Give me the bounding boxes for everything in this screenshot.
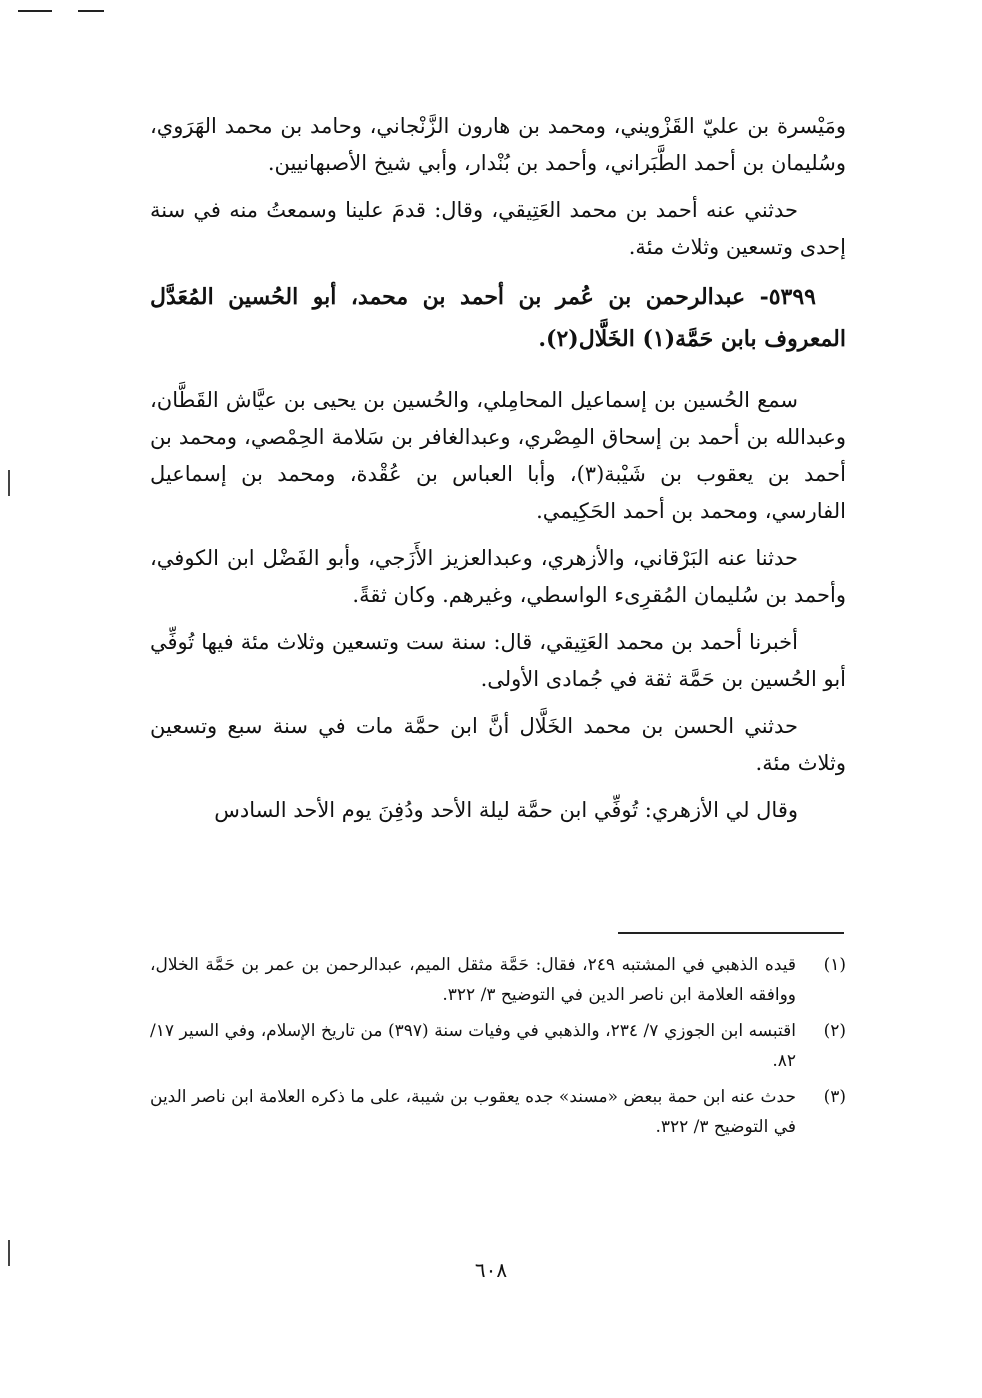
footnote	[150, 950, 846, 1010]
paragraph: وقال لي الأزهري: تُوفِّي ابن حمَّة ليلة الأحد ودُفِنَ يوم الأحد السادس	[214, 798, 798, 822]
footnote	[150, 1016, 846, 1076]
footnote-divider	[618, 932, 844, 934]
footnote	[150, 1082, 846, 1142]
paragraph: ومَيْسرة بن عليّ القَزْويني، ومحمد بن هارون الزَّنْجاني، وحامد بن محمد الهَرَوي، وسُليمان بن أحمد الطَّبَراني، وأحمد بن بُنْدار، وأبي شيخ الأصبهانيين.	[150, 114, 846, 175]
paragraph: حدثني الحسن بن محمد الخَلَّال أنَّ ابن حمَّة مات في سنة سبع وتسعين وثلاث مئة.	[150, 714, 846, 775]
footnote-number: (١)	[823, 955, 846, 975]
paragraph: أخبرنا أحمد بن محمد العَتِيقي، قال: سنة ست وتسعين وثلاث مئة فيها تُوفِّي أبو الحُسين بن حَمَّة ثقة في جُمادى الأولى.	[150, 630, 846, 691]
footnote-text: اقتبسه ابن الجوزي ٧/ ٢٣٤، والذهبي في وفيات سنة (٣٩٧) من تاريخ الإسلام، وفي السير ١٧/ ٨٢.	[150, 1021, 796, 1071]
entry-heading: ٥٣٩٩- عبدالرحمن بن عُمر بن أحمد بن محمد، أبو الحُسين المُعَدَّل المعروف بابن حَمَّة(١) الخَلَّال(٢).	[150, 284, 846, 352]
main-text	[150, 108, 846, 839]
paragraph: حدثنا عنه البَرْقاني، والأزهري، وعبدالعزيز الأَزَجي، وأبو الفَضْل ابن الكوفي، وأحمد بن سُليمان المُقرِىء الواسطي، وغيرهم. وكان ثقةً.	[150, 546, 846, 607]
margin-mark	[8, 470, 10, 496]
top-rule-secondary	[78, 10, 104, 12]
footnote-number: (٢)	[823, 1021, 846, 1041]
footnote-text: حدث عنه ابن حمة ببعض «مسند» جده يعقوب بن شيبة، على ما ذكره العلامة ابن ناصر الدين في التوضيح ٣/ ٣٢٢.	[150, 1087, 796, 1137]
page-number: ٦٠٨	[474, 1258, 508, 1282]
paragraph: سمع الحُسين بن إسماعيل المحامِلي، والحُسين بن يحيى بن عيَّاش القَطَّان، وعبدالله بن أحمد بن إسحاق المِصْري، وعبدالغافر بن سَلامة الحِمْصي، ومحمد بن أحمد بن يعقوب بن شَيْبة(٣)، وأبا العباس بن عُقْدة، ومحمد بن إسماعيل الفارسي، ومحمد بن أحمد الحَكِيمي.	[150, 388, 847, 523]
footnote-text: قيده الذهبي في المشتبه ٢٤٩، فقال: حَمَّة مثقل الميم، عبدالرحمن بن عمر بن حَمَّة الخلال، ووافقه العلامة ابن ناصر الدين في التوضيح ٣/ ٣٢٢.	[150, 955, 796, 1005]
paragraph: حدثني عنه أحمد بن محمد العَتِيقي، وقال: قدمَ علينا وسمعتُ منه في سنة إحدى وتسعين وثلاث مئة.	[150, 198, 846, 259]
top-rule	[18, 10, 52, 12]
footnote-number: (٣)	[823, 1087, 846, 1107]
footnotes	[150, 950, 846, 1148]
